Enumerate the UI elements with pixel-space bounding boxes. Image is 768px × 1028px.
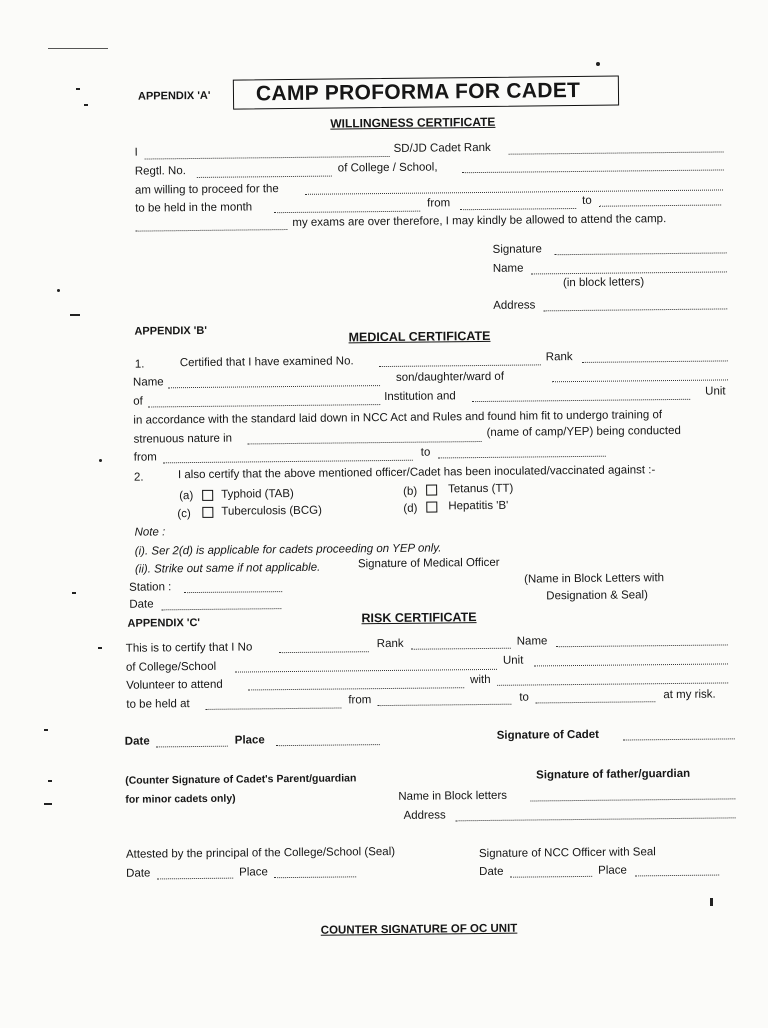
to-label-c: to	[519, 691, 529, 704]
institution-field[interactable]	[472, 399, 690, 402]
college-field[interactable]	[462, 169, 724, 173]
name-label-b: Name	[132, 376, 164, 389]
opt-b-key: (b)	[403, 485, 418, 498]
rank-field-b[interactable]	[582, 360, 728, 363]
date-label-c: Date	[124, 735, 150, 748]
from-field-a[interactable]	[460, 208, 576, 210]
camp-yep-label: (name of camp/YEP) being conducted	[486, 424, 681, 439]
with-field[interactable]	[497, 682, 728, 685]
place-label-c: Place	[234, 734, 265, 747]
volunteer-field[interactable]	[248, 687, 464, 690]
place-field-c2[interactable]	[274, 876, 356, 878]
sig-ncc-label: Signature of NCC Officer with Seal	[478, 846, 656, 861]
appendix-b-label: APPENDIX 'B'	[134, 324, 207, 338]
name-label-a: Name	[492, 262, 524, 275]
of-field-b[interactable]	[148, 404, 380, 407]
month-field[interactable]	[274, 211, 420, 214]
to-label-b: to	[420, 446, 431, 459]
rank-field[interactable]	[509, 151, 724, 154]
scan-speck	[98, 647, 102, 649]
from-label-c: from	[348, 694, 372, 707]
unit-label-b: Unit	[705, 385, 726, 398]
risk-label: at my risk.	[663, 688, 716, 702]
opt-a-key: (a)	[179, 490, 194, 503]
place-label-c3: Place	[598, 864, 627, 877]
tuberculosis-label: Tuberculosis (BCG)	[221, 504, 322, 518]
risk-no-field[interactable]	[279, 651, 369, 653]
volunteer-label: Volunteer to attend	[126, 678, 223, 692]
accordance-text: in accordance with the standard laid down in NCC Act and Rules and found him fit to undergo training of	[133, 409, 663, 427]
scan-speck	[99, 459, 102, 462]
signature-label: Signature	[492, 243, 542, 256]
sig-cadet-label: Signature of Cadet	[496, 728, 600, 742]
from-field-c[interactable]	[377, 704, 511, 706]
risk-heading: RISK CERTIFICATE	[361, 610, 477, 626]
hepatitis-label: Hepatitis 'B'	[448, 499, 509, 513]
opt-d-key: (d)	[403, 502, 418, 515]
signature-field[interactable]	[555, 252, 727, 255]
exams-statement: my exams are over therefore, I may kindly be allowed to attend the camp.	[292, 213, 667, 229]
sd-jd-rank-label: SD/JD Cadet Rank	[393, 141, 491, 155]
appendix-a-label: APPENDIX 'A'	[137, 89, 211, 103]
regtl-no-field[interactable]	[197, 176, 332, 178]
place-label-c2: Place	[239, 866, 268, 879]
scan-speck	[596, 62, 600, 66]
unit-field-c[interactable]	[534, 663, 728, 666]
of-label-b: of	[133, 395, 143, 408]
name-field-b[interactable]	[168, 385, 380, 388]
college-label-c: of College/School	[125, 660, 217, 674]
to-field-a[interactable]	[599, 204, 721, 206]
address-field-a[interactable]	[543, 308, 727, 311]
from-label-b: from	[133, 451, 157, 464]
held-at-label: to be held at	[126, 698, 190, 711]
willingness-heading: WILLINGNESS CERTIFICATE	[330, 114, 496, 131]
exams-prefix-field[interactable]	[135, 229, 287, 232]
station-label: Station :	[129, 581, 172, 594]
name-block-label-c: Name in Block letters	[398, 789, 508, 803]
address-label-c: Address	[403, 809, 446, 822]
college-field-c[interactable]	[235, 669, 497, 673]
i-label: I	[134, 146, 138, 159]
inoculated-text: I also certify that the above mentioned officer/Cadet has been inoculated/vaccinated against :-	[177, 464, 656, 482]
typhoid-checkbox[interactable]	[202, 490, 213, 501]
certify-label: This is to certify that I No	[125, 641, 253, 655]
date-label-b: Date	[129, 598, 154, 611]
name-label-c: Name	[516, 635, 548, 648]
with-label: with	[470, 673, 491, 687]
counter-oc-heading: COUNTER SIGNATURE OF OC UNIT	[320, 922, 518, 937]
from-label-a: from	[427, 197, 451, 210]
place-field-c[interactable]	[276, 744, 380, 746]
designation-note: Designation & Seal)	[546, 589, 648, 603]
institution-label: Institution and	[384, 390, 456, 404]
name-field-c[interactable]	[556, 644, 728, 647]
examined-no-field[interactable]	[379, 364, 541, 367]
parent-field[interactable]	[552, 379, 728, 382]
station-field[interactable]	[184, 591, 282, 593]
tetanus-checkbox[interactable]	[426, 484, 437, 495]
held-at-field[interactable]	[205, 707, 341, 709]
date-field-c[interactable]	[156, 746, 228, 748]
sig-medical-label: Signature of Medical Officer	[357, 556, 500, 571]
note-ii: (ii). Strike out same if not applicable.	[134, 561, 321, 576]
date-field-c3[interactable]	[510, 876, 592, 878]
address-label-a: Address	[493, 299, 536, 312]
note-i: (i). Ser 2(d) is applicable for cadets proceeding on YEP only.	[134, 542, 442, 558]
hepatitis-checkbox[interactable]	[426, 501, 437, 512]
name-block-field-c[interactable]	[530, 798, 735, 801]
regtl-no-label: Regtl. No.	[134, 165, 186, 178]
note-label: Note :	[134, 526, 166, 539]
date-field-b[interactable]	[161, 608, 281, 610]
rank-field-c[interactable]	[411, 648, 511, 650]
attested-label: Attested by the principal of the College/School (Seal)	[125, 845, 396, 861]
item2-number: 2.	[133, 471, 144, 484]
place-field-c3[interactable]	[635, 875, 719, 877]
item1-number: 1.	[134, 358, 145, 371]
scan-speck	[84, 104, 88, 106]
block-letters-note: (in block letters)	[562, 276, 645, 290]
address-field-c[interactable]	[456, 817, 736, 821]
name-block-note: (Name in Block Letters with	[524, 572, 665, 586]
of-college-label: of College / School,	[337, 161, 438, 175]
scan-speck	[76, 88, 80, 90]
date-label-c2: Date	[126, 867, 151, 880]
willing-label: am willing to proceed for the	[134, 183, 279, 197]
from-field-b[interactable]	[163, 460, 413, 464]
scan-speck	[57, 289, 60, 292]
to-field-c[interactable]	[535, 701, 655, 703]
strenuous-field[interactable]	[248, 441, 482, 444]
title-box	[233, 76, 619, 110]
camp-field[interactable]	[305, 189, 723, 194]
tetanus-label: Tetanus (TT)	[448, 482, 514, 496]
scan-speck	[48, 780, 52, 782]
scan-speck	[710, 898, 713, 906]
scan-speck	[44, 729, 48, 731]
counter-sig-note: (Counter Signature of Cadet's Parent/guardian	[125, 772, 357, 787]
cadet-name-field[interactable]	[145, 156, 390, 160]
date-field-c2[interactable]	[157, 878, 233, 880]
scan-speck	[48, 48, 108, 49]
tuberculosis-checkbox[interactable]	[202, 507, 213, 518]
typhoid-label: Typhoid (TAB)	[221, 487, 294, 501]
scan-speck	[44, 803, 52, 805]
rank-label-b: Rank	[545, 351, 573, 364]
son-ward-label: son/daughter/ward of	[395, 370, 505, 384]
opt-c-key: (c)	[177, 508, 191, 521]
minor-note: for minor cadets only)	[125, 792, 236, 806]
rank-label-c: Rank	[376, 637, 404, 651]
held-month-label: to be held in the month	[135, 201, 253, 215]
name-field-a[interactable]	[531, 271, 727, 274]
to-label-a: to	[582, 194, 592, 207]
medical-heading: MEDICAL CERTIFICATE	[348, 328, 491, 345]
scan-speck	[70, 314, 80, 316]
sig-cadet-field[interactable]	[623, 738, 735, 740]
scan-speck	[72, 592, 76, 594]
date-label-c3: Date	[479, 865, 504, 879]
certified-label: Certified that I have examined No.	[179, 355, 354, 370]
page-title: CAMP PROFORMA FOR CADET	[255, 78, 581, 106]
appendix-c-label: APPENDIX 'C'	[127, 616, 201, 630]
strenuous-label: strenuous nature in	[133, 432, 233, 446]
sig-father-label: Signature of father/guardian	[536, 767, 691, 782]
to-field-b[interactable]	[438, 456, 606, 459]
unit-label-c: Unit	[502, 654, 524, 667]
